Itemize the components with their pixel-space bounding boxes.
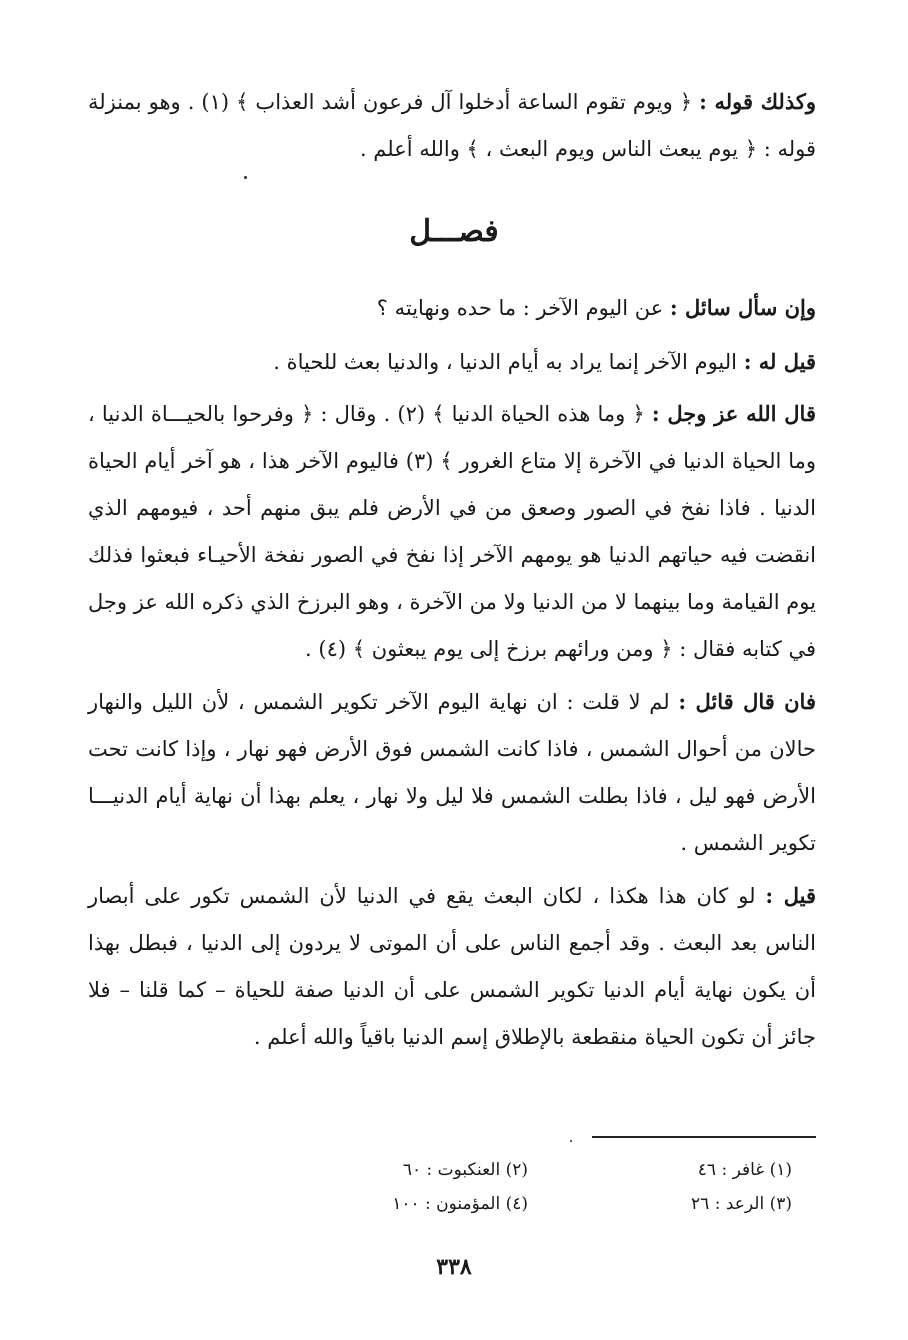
footnote-2: (٢) العنكبوت : ٦٠ — [402, 1160, 528, 1180]
question-lead: وإن سأل سائل : — [669, 295, 816, 320]
footnote-1: (١) غافر : ٤٦ — [697, 1160, 792, 1180]
ink-speck — [570, 1140, 572, 1142]
question-paragraph — [88, 284, 816, 332]
opening-lead: وكذلك قوله : — [699, 89, 816, 114]
citation-text: ﴿ وما هذه الحياة الدنيا ﴾ (٢) . وقال : ﴿ وفرحوا بالحيـــاة الدنيا ، وما الحياة الدنيا في الآخرة إلا متاع الغرور ﴾ (٣) فاليوم الآخر هذا ، هو آخر أيام الحياة الدنيا . فاذا نفخ في الصور وصعق من في الأرض فلم يبق منهم أحد ، فيومهم الذي انقضت فيه حياتهم الدنيا هو يومهم الآخر إذا نفخ في الصور نفخة الأحيـاء فبعثوا فذلك يوم القيامة وما بينهما لا من الدنيا ولا من الآخرة ، وهو البرزخ الذي ذكره الله عز وجل في كتابه فقال : ﴿ ومن ورائهم برزخ إلى يوم يبعثون ﴾ (٤) . — [88, 402, 816, 661]
footnote-divider — [592, 1136, 816, 1138]
answer-paragraph — [88, 338, 816, 386]
objection-paragraph — [88, 678, 816, 867]
reply-text: لو كان هذا هكذا ، لكان البعث يقع في الدنيا لأن الشمس تكور على أبصار الناس بعد البعث . وقد أجمع الناس على أن الموتى لا يردون إلى الدنيا ، فبطل بهذا أن يكون نهاية أيام الدنيا تكوير الشمس على أن الدنيا صفة للحياة – كما قلنا – فلا جائز أن تكون الحياة منقطعة بالإطلاق إسم الدنيا باقياً والله أعلم . — [88, 884, 816, 1049]
answer-lead: قيل له : — [743, 349, 816, 374]
question-text: عن اليوم الآخر : ما حده ونهايته ؟ — [376, 296, 664, 320]
answer-text: اليوم الآخر إنما يراد به أيام الدنيا ، والدنيا بعث للحياة . — [273, 350, 737, 374]
objection-text: لم لا قلت : ان نهاية اليوم الآخر تكوير الشمس ، لأن الليل والنهار حالان من أحوال الشمس ، فاذا كانت الشمس فوق الأرض فهو نهار ، وإذا كانت تحت الأرض فهو ليل ، فاذا بطلت الشمس فلا ليل ولا نهار ، يعلم بهذا أن نهاية أيام الدنيـــا تكوير الشمس . — [88, 690, 816, 855]
footnote-4: (٤) المؤمنون : ١٠٠ — [392, 1194, 528, 1214]
opening-paragraph — [88, 78, 816, 173]
section-heading: فصـــل — [409, 214, 499, 249]
citation-lead: قال الله عز وجل : — [651, 401, 816, 426]
reply-lead: قيل : — [765, 883, 816, 908]
reply-paragraph — [88, 872, 816, 1061]
opening-text: ﴿ ويوم تقوم الساعة أدخلوا آل فرعون أشد العذاب ﴾ (١) . وهو بمنزلة قوله : ﴿ يوم يبعث الناس ويوم البعث ، ﴾ والله أعلم . — [88, 90, 816, 161]
page-number: ٣٣٨ — [436, 1254, 472, 1280]
quran-citation-paragraph — [88, 390, 816, 673]
objection-lead: فان قال قائل : — [678, 689, 816, 714]
ink-speck — [244, 176, 247, 179]
footnote-3: (٣) الرعد : ٢٦ — [691, 1194, 792, 1214]
